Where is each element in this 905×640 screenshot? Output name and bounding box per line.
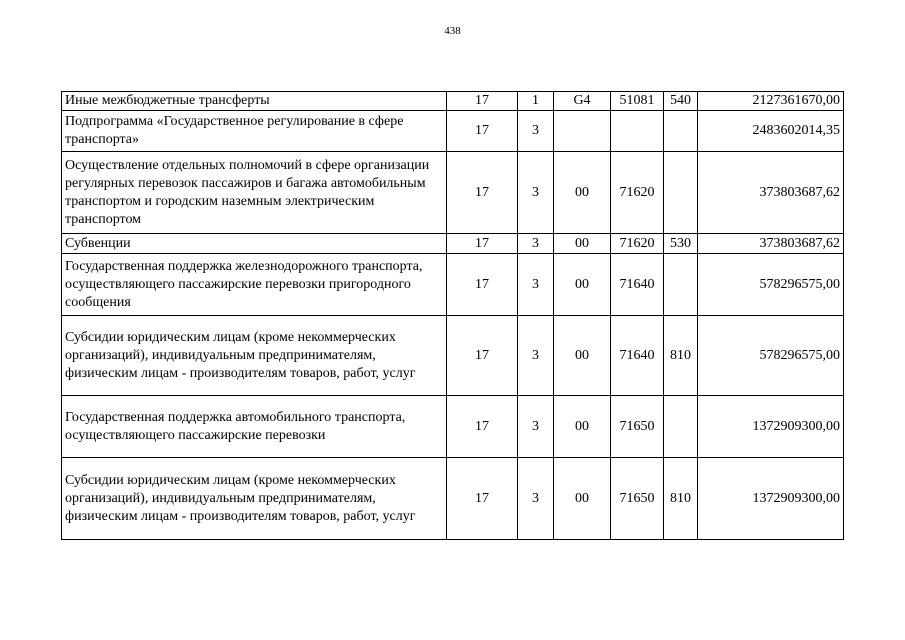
row-name: Осуществление отдельных полномочий в сфере организации регулярных перевозок пассажиров и багажа автомобильным транспортом и городским наземным электрическим транспортом: [62, 152, 447, 234]
code-program: G4: [554, 92, 611, 111]
row-amount: 1372909300,00: [698, 458, 844, 540]
row-amount: 1372909300,00: [698, 396, 844, 458]
row-amount: 2127361670,00: [698, 92, 844, 111]
code-target: 71640: [611, 254, 664, 316]
row-amount: 578296575,00: [698, 254, 844, 316]
code-section: 17: [447, 234, 518, 254]
code-subsection: 3: [518, 152, 554, 234]
table-row: [62, 92, 844, 111]
table-row: [62, 396, 844, 458]
code-section: 17: [447, 316, 518, 396]
row-name: Государственная поддержка железнодорожного транспорта, осуществляющего пассажирские перевозки пригородного сообщения: [62, 254, 447, 316]
code-expense-type: [664, 396, 698, 458]
table-row: [62, 152, 844, 234]
table-row: [62, 316, 844, 396]
row-name: Субвенции: [62, 234, 447, 254]
code-target: 71620: [611, 152, 664, 234]
code-program: 00: [554, 254, 611, 316]
page-number: 438: [444, 25, 461, 37]
code-subsection: 3: [518, 396, 554, 458]
row-amount: 578296575,00: [698, 316, 844, 396]
code-expense-type: 540: [664, 92, 698, 111]
code-subsection: 3: [518, 234, 554, 254]
code-expense-type: 810: [664, 316, 698, 396]
code-subsection: 3: [518, 254, 554, 316]
code-target: 71620: [611, 234, 664, 254]
code-target: 51081: [611, 92, 664, 111]
code-expense-type: [664, 111, 698, 152]
code-program: 00: [554, 316, 611, 396]
code-subsection: 3: [518, 458, 554, 540]
code-subsection: 1: [518, 92, 554, 111]
code-target: 71650: [611, 396, 664, 458]
code-program: 00: [554, 396, 611, 458]
row-amount: 373803687,62: [698, 234, 844, 254]
row-amount: 2483602014,35: [698, 111, 844, 152]
row-name: Субсидии юридическим лицам (кроме некоммерческих организаций), индивидуальным предпринимателям, физическим лицам - производителям товаров, работ, услуг: [62, 458, 447, 540]
code-expense-type: 810: [664, 458, 698, 540]
table-row: [62, 111, 844, 152]
row-name: Иные межбюджетные трансферты: [62, 92, 447, 111]
row-name: Государственная поддержка автомобильного транспорта, осуществляющего пассажирские перевозки: [62, 396, 447, 458]
table-row: [62, 458, 844, 540]
code-expense-type: [664, 152, 698, 234]
code-section: 17: [447, 152, 518, 234]
code-section: 17: [447, 458, 518, 540]
code-target: 71640: [611, 316, 664, 396]
code-expense-type: 530: [664, 234, 698, 254]
budget-table: [61, 91, 844, 540]
code-subsection: 3: [518, 111, 554, 152]
code-expense-type: [664, 254, 698, 316]
code-target: [611, 111, 664, 152]
code-program: 00: [554, 234, 611, 254]
code-section: 17: [447, 92, 518, 111]
code-program: 00: [554, 458, 611, 540]
row-amount: 373803687,62: [698, 152, 844, 234]
code-target: 71650: [611, 458, 664, 540]
code-program: [554, 111, 611, 152]
row-name: Субсидии юридическим лицам (кроме некоммерческих организаций), индивидуальным предпринимателям, физическим лицам - производителям товаров, работ, услуг: [62, 316, 447, 396]
row-name: Подпрограмма «Государственное регулирование в сфере транспорта»: [62, 111, 447, 152]
table-row: [62, 234, 844, 254]
code-program: 00: [554, 152, 611, 234]
code-section: 17: [447, 396, 518, 458]
code-section: 17: [447, 111, 518, 152]
code-section: 17: [447, 254, 518, 316]
code-subsection: 3: [518, 316, 554, 396]
table-row: [62, 254, 844, 316]
